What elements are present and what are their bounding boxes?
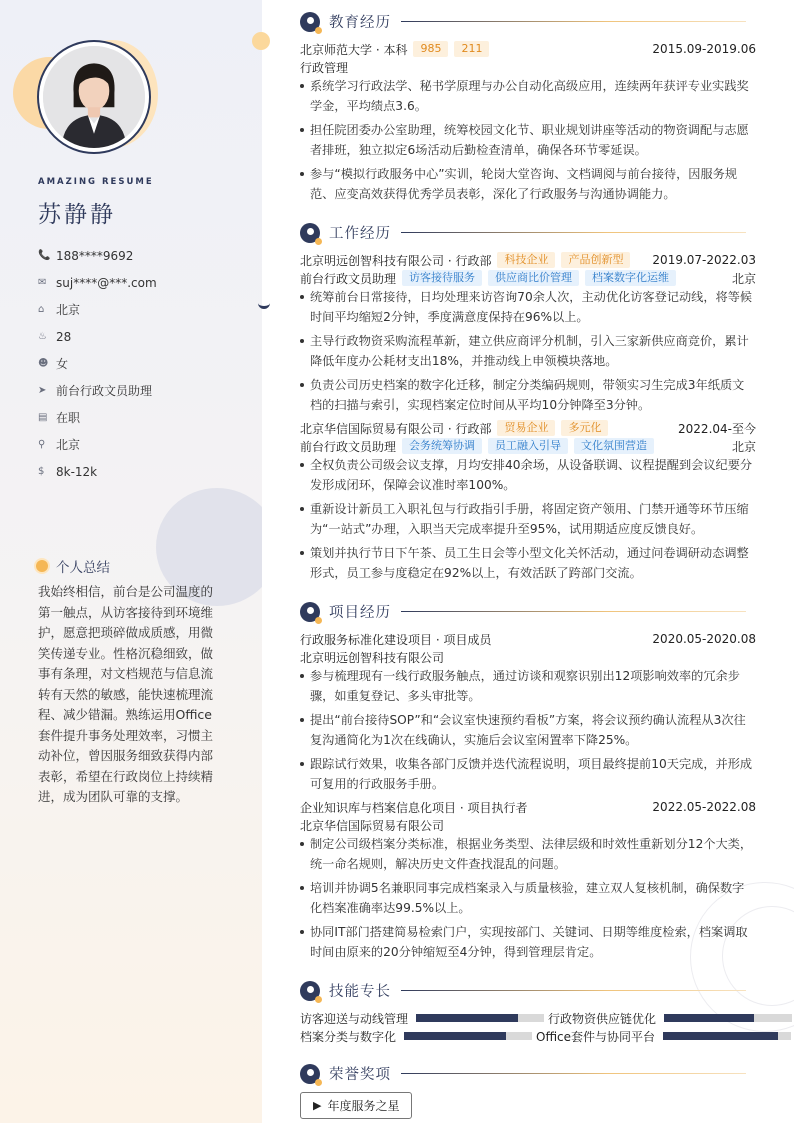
- summary-text: 我始终相信，前台是公司温度的第一触点，从访客接待到环境维护，愿意把琐碎做成质感，用微笑传递专业。性格沉稳细致，做事有条理，对文档规范与信息流转有天然的敏感，能快速梳理流程、减少错漏。熟练运用Office套件提升事务处理效率，习惯主动补位，曾因服务细致获得内部表彰，希望在行政岗位上持续精进，成为团队可靠的支撑。: [38, 584, 214, 804]
- project-name: 企业知识库与档案信息化项目 · 项目执行者: [300, 800, 528, 815]
- contact-info-text: 女: [56, 357, 69, 371]
- project-name: 行政服务标准化建设项目 · 项目成员: [300, 632, 492, 647]
- job-bullets: [300, 287, 756, 419]
- role-tag: 会务统筹协调: [402, 438, 482, 454]
- play-icon: ▶: [313, 1099, 322, 1112]
- summary-heading: [36, 556, 110, 576]
- section-title: 教育经历: [329, 15, 391, 31]
- award-item[interactable]: [300, 1092, 412, 1119]
- role-tag: 档案数字化运维: [585, 270, 676, 286]
- divider: [401, 21, 746, 22]
- contact-info-text: 北京: [56, 303, 81, 317]
- education-major-row: [300, 58, 756, 76]
- list-item: 参与梳理现有一线行政服务触点，通过访谈和观察识别出12项影响效率的冗余步骤，如重复登记、多头审批等。: [300, 666, 756, 706]
- company-tag: 多元化: [561, 420, 608, 436]
- job-bullets: [300, 455, 756, 587]
- list-item: 统筹前台日常接待，日均处理来访咨询70余人次，主动优化访客登记动线，将等候时间平均缩短2分钟，季度满意度保持在96%以上。: [300, 287, 756, 327]
- project-header: [300, 798, 756, 816]
- skill-item: [536, 1028, 791, 1044]
- home-icon: ⌂: [38, 304, 45, 315]
- contact-info-item: [38, 242, 248, 269]
- section-title: 工作经历: [329, 226, 391, 242]
- project-header: [300, 630, 756, 648]
- role-tag: 访客接待服务: [402, 270, 482, 286]
- avatar-photo: [43, 46, 145, 148]
- list-item: 培训并协调5名兼职同事完成档案录入与质量核验，建立双人复核机制，确保数字化档案准确率达99.5%以上。: [300, 878, 756, 918]
- skill-item: [300, 1010, 544, 1026]
- skill-name: 档案分类与数字化: [300, 1029, 397, 1044]
- contact-info-item: [38, 431, 248, 458]
- cake-icon: ♨: [38, 331, 47, 342]
- job-city: 北京: [731, 271, 756, 286]
- list-item: 系统学习行政法学、秘书学原理与办公自动化高级应用，连续两年获评专业实践奖学金，平均绩点3.6。: [300, 76, 756, 116]
- job-role: 前台行政文员助理: [300, 271, 397, 286]
- list-item: 主导行政物资采购流程革新，建立供应商评分机制，引入三家新供应商竞价，累计降低年度办公耗材支出18%，并推动线上申领模块落地。: [300, 331, 756, 371]
- skill-name: 行政物资供应链优化: [548, 1011, 657, 1026]
- skill-bar: [404, 1032, 532, 1040]
- contact-info-item: [38, 458, 248, 485]
- skill-bar: [663, 1032, 791, 1040]
- project-bullets: [300, 666, 756, 798]
- company-tag: 贸易企业: [497, 420, 555, 436]
- project-company: 北京华信国际贸易有限公司: [300, 818, 445, 833]
- skill-level-fill: [663, 1032, 778, 1040]
- project-company-row: [300, 648, 756, 666]
- section-title: 项目经历: [329, 605, 391, 621]
- list-item: 跟踪试行效果，收集各部门反馈并迭代流程说明，项目最终提前10天完成，并形成可复用的行政服务手册。: [300, 754, 756, 794]
- job-date: 2022.04-至今: [678, 421, 756, 436]
- contact-info-text: 188****9692: [56, 248, 134, 263]
- bullet-dot-icon: [36, 560, 48, 572]
- section-icon: [300, 12, 320, 32]
- education-date: 2015.09-2019.06: [652, 42, 756, 56]
- contact-info-item: [38, 404, 248, 431]
- award-name: 年度服务之星: [327, 1099, 400, 1113]
- list-item: 重新设计新员工入职礼包与行政指引手册，将固定资产领用、门禁开通等环节压缩为“一站式”办理，入职当天完成率提升至95%，试用期适应度反馈良好。: [300, 499, 756, 539]
- section-skills-heading: [300, 980, 746, 1001]
- contact-info-text: 8k-12k: [56, 464, 98, 479]
- divider: [401, 232, 746, 233]
- job-role-row: [300, 269, 756, 287]
- contact-info-item: [38, 296, 248, 323]
- list-item: 负责公司历史档案的数字化迁移，制定分类编码规则，带领实习生完成3年纸质文档的扫描与索引，实现档案定位时间从平均10分钟降至3分钟。: [300, 375, 756, 415]
- portrait-illustration: [43, 46, 145, 148]
- list-item: 制定公司级档案分类标准，根据业务类型、法律层级和时效性重新划分12个大类，统一命名规则，解决历史文件查找混乱的问题。: [300, 834, 756, 874]
- contact-info-list: [38, 242, 248, 485]
- section-education-heading: [300, 11, 746, 32]
- job-role: 前台行政文员助理: [300, 439, 397, 454]
- avatar: [37, 40, 151, 154]
- company-name: 北京华信国际贸易有限公司 · 行政部: [300, 421, 492, 436]
- major: 行政管理: [300, 60, 349, 75]
- list-item: 策划并执行节日下午茶、员工生日会等小型文化关怀活动，通过问卷调研动态调整形式，员工参与度稳定在92%以上，有效活跃了跨部门交流。: [300, 543, 756, 583]
- skill-item: [548, 1010, 792, 1026]
- list-item: 提出“前台接待SOP”和“会议室快速预约看板”方案，将会议预约确认流程从3次往复沟通简化为1次在线确认，实施后会议室闲置率下降25%。: [300, 710, 756, 750]
- contact-info-item: [38, 350, 248, 377]
- company-name: 北京明远创智科技有限公司 · 行政部: [300, 253, 492, 268]
- education-header: [300, 40, 756, 58]
- section-icon: [300, 223, 320, 243]
- job-header: [300, 251, 756, 269]
- education-bullets: [300, 76, 756, 208]
- salary-icon: $: [38, 466, 45, 477]
- contact-info-item: [38, 269, 248, 296]
- project-company: 北京明远创智科技有限公司: [300, 650, 445, 665]
- section-title: 荣誉奖项: [329, 1067, 391, 1083]
- role-tag: 供应商比价管理: [488, 270, 579, 286]
- contact-info-text: suj****@***.com: [56, 275, 157, 290]
- location-icon: ⚲: [38, 439, 46, 450]
- contact-info-item: [38, 323, 248, 350]
- skill-name: Office套件与协同平台: [536, 1029, 656, 1044]
- briefcase-icon: ▤: [38, 412, 48, 423]
- brand-label: AMAZING RESUME: [38, 177, 154, 187]
- candidate-name: 苏静静: [38, 202, 116, 228]
- send-icon: ➤: [38, 385, 47, 396]
- divider: [401, 611, 746, 612]
- job-city: 北京: [731, 439, 756, 454]
- sidebar: [0, 0, 262, 1123]
- project-bullets: [300, 834, 756, 966]
- contact-info-text: 在职: [56, 411, 81, 425]
- gender-icon: ☻: [38, 358, 49, 369]
- skill-item: [300, 1028, 532, 1044]
- skill-level-fill: [664, 1014, 754, 1022]
- section-awards-heading: [300, 1063, 746, 1084]
- skill-name: 访客迎送与动线管理: [300, 1011, 409, 1026]
- section-icon: [300, 602, 320, 622]
- company-tag: 产品创新型: [561, 252, 630, 268]
- school-tag: 211: [454, 41, 489, 57]
- job-role-row: [300, 437, 756, 455]
- section-icon: [300, 1064, 320, 1084]
- section-icon: [300, 981, 320, 1001]
- skill-bar: [416, 1014, 544, 1022]
- contact-info-text: 28: [56, 329, 72, 344]
- school-name: 北京师范大学 · 本科: [300, 42, 408, 57]
- role-tag: 文化氛围营造: [574, 438, 654, 454]
- list-item: 协同IT部门搭建简易检索门户，实现按部门、关键词、日期等维度检索，档案调取时间由原来的20分钟缩短至4分钟，得到管理层肯定。: [300, 922, 756, 962]
- decorative-dot: [252, 32, 270, 50]
- job-header: [300, 419, 756, 437]
- list-item: 全权负责公司级会议支撑，月均安排40余场，从设备联调、议程提醒到会议纪要分发形成闭环，保障会议准时率100%。: [300, 455, 756, 495]
- skill-bar: [664, 1014, 792, 1022]
- summary-title: 个人总结: [56, 560, 110, 576]
- skill-level-fill: [404, 1032, 506, 1040]
- section-title: 技能专长: [329, 984, 391, 1000]
- project-date: 2022.05-2022.08: [652, 800, 756, 814]
- divider: [401, 1073, 746, 1074]
- list-item: 担任院团委办公室助理，统筹校园文化节、职业规划讲座等活动的物资调配与志愿者排班，独立拟定6场活动后勤检查清单，确保各环节零延误。: [300, 120, 756, 160]
- role-tag: 员工融入引导: [488, 438, 568, 454]
- list-item: 参与“模拟行政服务中心”实训，轮岗大堂咨询、文档调阅与前台接待，因服务规范、应变高效获得优秀学员表彰，深化了行政服务与沟通协调能力。: [300, 164, 756, 204]
- section-work-heading: [300, 222, 746, 243]
- company-tag: 科技企业: [497, 252, 555, 268]
- mail-icon: ✉: [38, 277, 47, 288]
- contact-info-text: 北京: [56, 438, 81, 452]
- job-date: 2019.07-2022.03: [652, 253, 756, 267]
- contact-info-text: 前台行政文员助理: [56, 384, 153, 398]
- project-company-row: [300, 816, 756, 834]
- decorative-arc: [258, 295, 270, 309]
- section-projects-heading: [300, 601, 746, 622]
- divider: [401, 990, 746, 991]
- school-tag: 985: [413, 41, 448, 57]
- project-date: 2020.05-2020.08: [652, 632, 756, 646]
- skill-level-fill: [416, 1014, 518, 1022]
- phone-icon: 📞: [38, 250, 51, 261]
- contact-info-item: [38, 377, 248, 404]
